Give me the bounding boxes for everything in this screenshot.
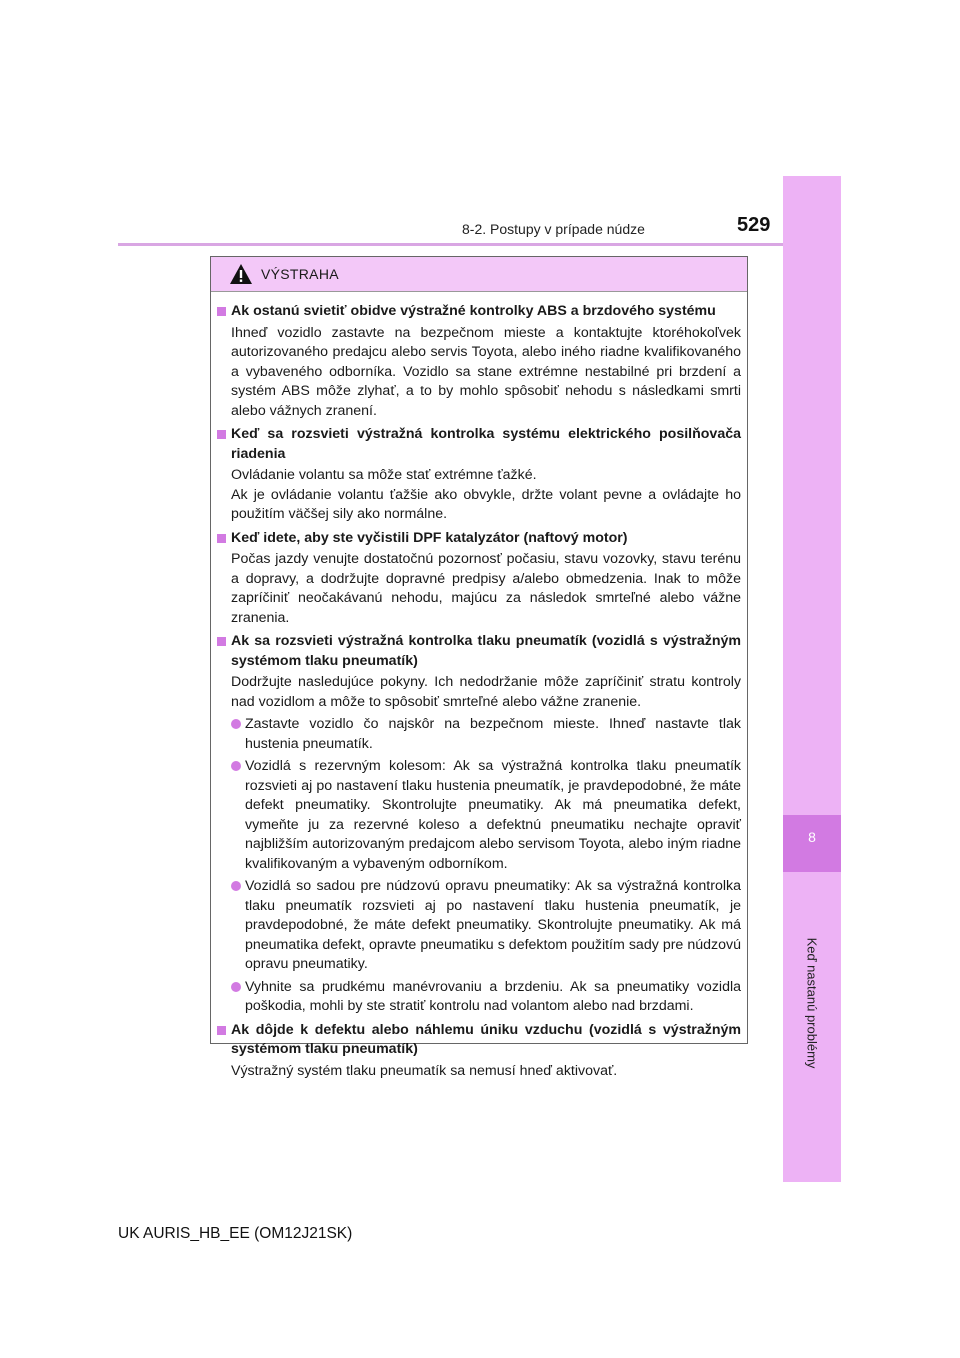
header-divider [118,243,841,246]
list-item: Vyhnite sa prudkému manévrovaniu a brzdeniu. Ak sa pneumatiky vozidla poškodia, mohli by ste stratiť kontrolu nad volantom alebo nad brzdami. [217,978,741,1017]
square-bullet-icon [217,307,226,316]
section-text: Ak je ovládanie volantu ťažšie ako obvykle, držte volant pevne a ovládajte ho použitím väčšej sily ako normálne. [231,486,741,522]
warning-box [210,256,748,1079]
warning-section [217,1021,741,1082]
document-code: UK AURIS_HB_EE (OM12J21SK) [118,1225,353,1242]
list-item: Vozidlá so sadou pre núdzovú opravu pneumatiky: Ak sa výstražná kontrolka tlaku pneumatík rozsvieti aj po nastavení tlaku hustenia pneumatík, je pravdepodobné, že máte defekt pneumatiky. Skontrolujte pneumatiky. Ak má pneumatika defekt, opravte pneumatiku s defektom použitím sady pre núdzovú opravu pneumatiky. [217,877,741,975]
square-bullet-icon [217,430,226,439]
section-text: Dodržujte nasledujúce pokyny. Ich nedodržanie môže zapríčiniť stratu kontroly nad vozidlom a môže to spôsobiť smrteľné alebo vážne zranenie. [231,674,741,710]
square-bullet-icon [217,637,226,646]
chapter-number: 8 [808,829,816,845]
warning-section [217,632,741,1017]
warning-section [217,302,741,421]
circle-bullet-icon [231,719,241,729]
circle-bullet-icon [231,761,241,771]
warning-header [211,257,747,292]
section-heading: Ak ostanú svietiť obidve výstražné kontrolky ABS a brzdového systému [217,302,741,322]
page-number: 529 [737,214,771,236]
warning-content [211,292,747,1081]
list-item: Zastavte vozidlo čo najskôr na bezpečnom mieste. Ihneď nastavte tlak hustenia pneumatík. [217,715,741,754]
warning-label: VÝSTRAHA [261,266,339,282]
section-title: 8-2. Postupy v prípade núdze [462,221,645,237]
section-heading: Ak dôjde k defektu alebo náhlemu úniku vzduchu (vozidlá s výstražným systémom tlaku pneumatík) [217,1021,741,1060]
chapter-title: Keď nastanú problémy [804,937,820,1069]
square-bullet-icon [217,1026,226,1035]
section-text: Výstražný systém tlaku pneumatík sa nemusí hneď aktivovať. [231,1062,618,1079]
section-heading: Keď sa rozsvieti výstražná kontrolka systému elektrického posilňovača riadenia [217,425,741,464]
section-text: Ovládanie volantu sa môže stať extrémne ťažké. [231,467,537,483]
section-heading: Keď idete, aby ste vyčistili DPF katalyzátor (naftový motor) [217,529,741,549]
warning-section [217,425,741,525]
section-text: Ihneď vozidlo zastavte na bezpečnom mieste a kontaktujte ktoréhokoľvek autorizovaného predajcu alebo servis Toyota, alebo iného riadne kvalifikovaného a vybaveného odborníka. Vozidlo sa stane extrémne nestabilné pri brzdení a systém ABS môže zlyhať, a to by mohlo spôsobiť nehodu s následkami smrti alebo vážnych zranení. [231,324,741,419]
warning-section [217,529,741,629]
list-item: Vozidlá s rezervným kolesom: Ak sa výstražná kontrolka tlaku pneumatík rozsvieti aj po nastavení tlaku hustenia pneumatík, je pravdepodobné, že máte defekt pneumatiky. Skontrolujte pneumatiky. Ak má pneumatika defekt, vymeňte ju za rezervné koleso a defektnú pneumatiku nechajte opraviť najbližším autorizovaným predajcom alebo servisom Toyota, alebo iným riadne kvalifikovaným a vybaveným odborníkom. [217,757,741,874]
section-heading: Ak sa rozsvieti výstražná kontrolka tlaku pneumatík (vozidlá s výstražným systémom tlaku pneumatík) [217,632,741,671]
circle-bullet-icon [231,982,241,992]
section-text: Počas jazdy venujte dostatočnú pozornosť počasiu, stavu vozovky, stavu terénu a dopravy, a dodržujte dopravné predpisy a/alebo obmedzenia. Inak to môže zapríčiniť neočakávanú nehodu, majúcu za následok smrteľné alebo vážne zranenia. [231,551,741,626]
warning-triangle-icon [229,263,253,285]
square-bullet-icon [217,534,226,543]
circle-bullet-icon [231,881,241,891]
